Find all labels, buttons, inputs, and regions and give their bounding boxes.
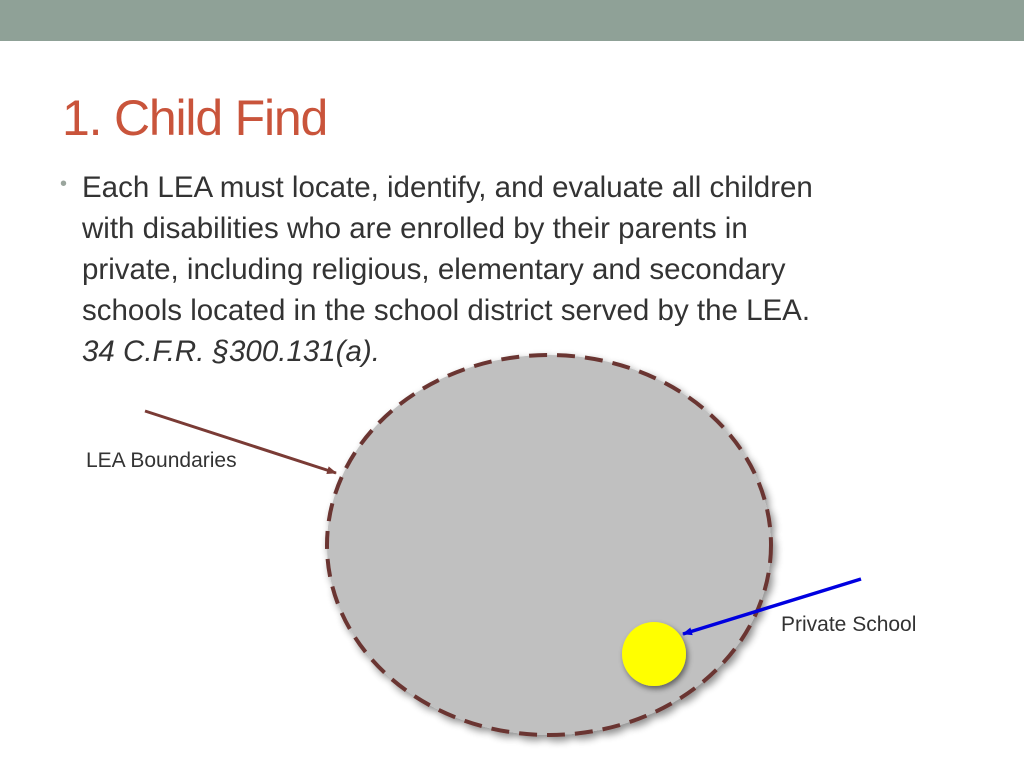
bullet-line: Each LEA must locate, identify, and evaluate all children bbox=[82, 171, 813, 204]
bullet-line: schools located in the school district served by the LEA. bbox=[82, 294, 811, 327]
private-school-marker bbox=[622, 622, 686, 686]
bullet-line: private, including religious, elementary and secondary bbox=[82, 253, 786, 286]
bullet-line: with disabilities who are enrolled by their parents in bbox=[82, 212, 748, 245]
lea-boundaries-label: LEA Boundaries bbox=[86, 449, 237, 472]
regulation-citation: 34 C.F.R. §300.131(a). bbox=[82, 335, 380, 368]
private-school-label: Private School bbox=[781, 613, 917, 636]
lea-district-boundary bbox=[327, 355, 771, 735]
slide-title: 1. Child Find bbox=[62, 90, 328, 146]
bullet-marker: • bbox=[60, 173, 68, 195]
